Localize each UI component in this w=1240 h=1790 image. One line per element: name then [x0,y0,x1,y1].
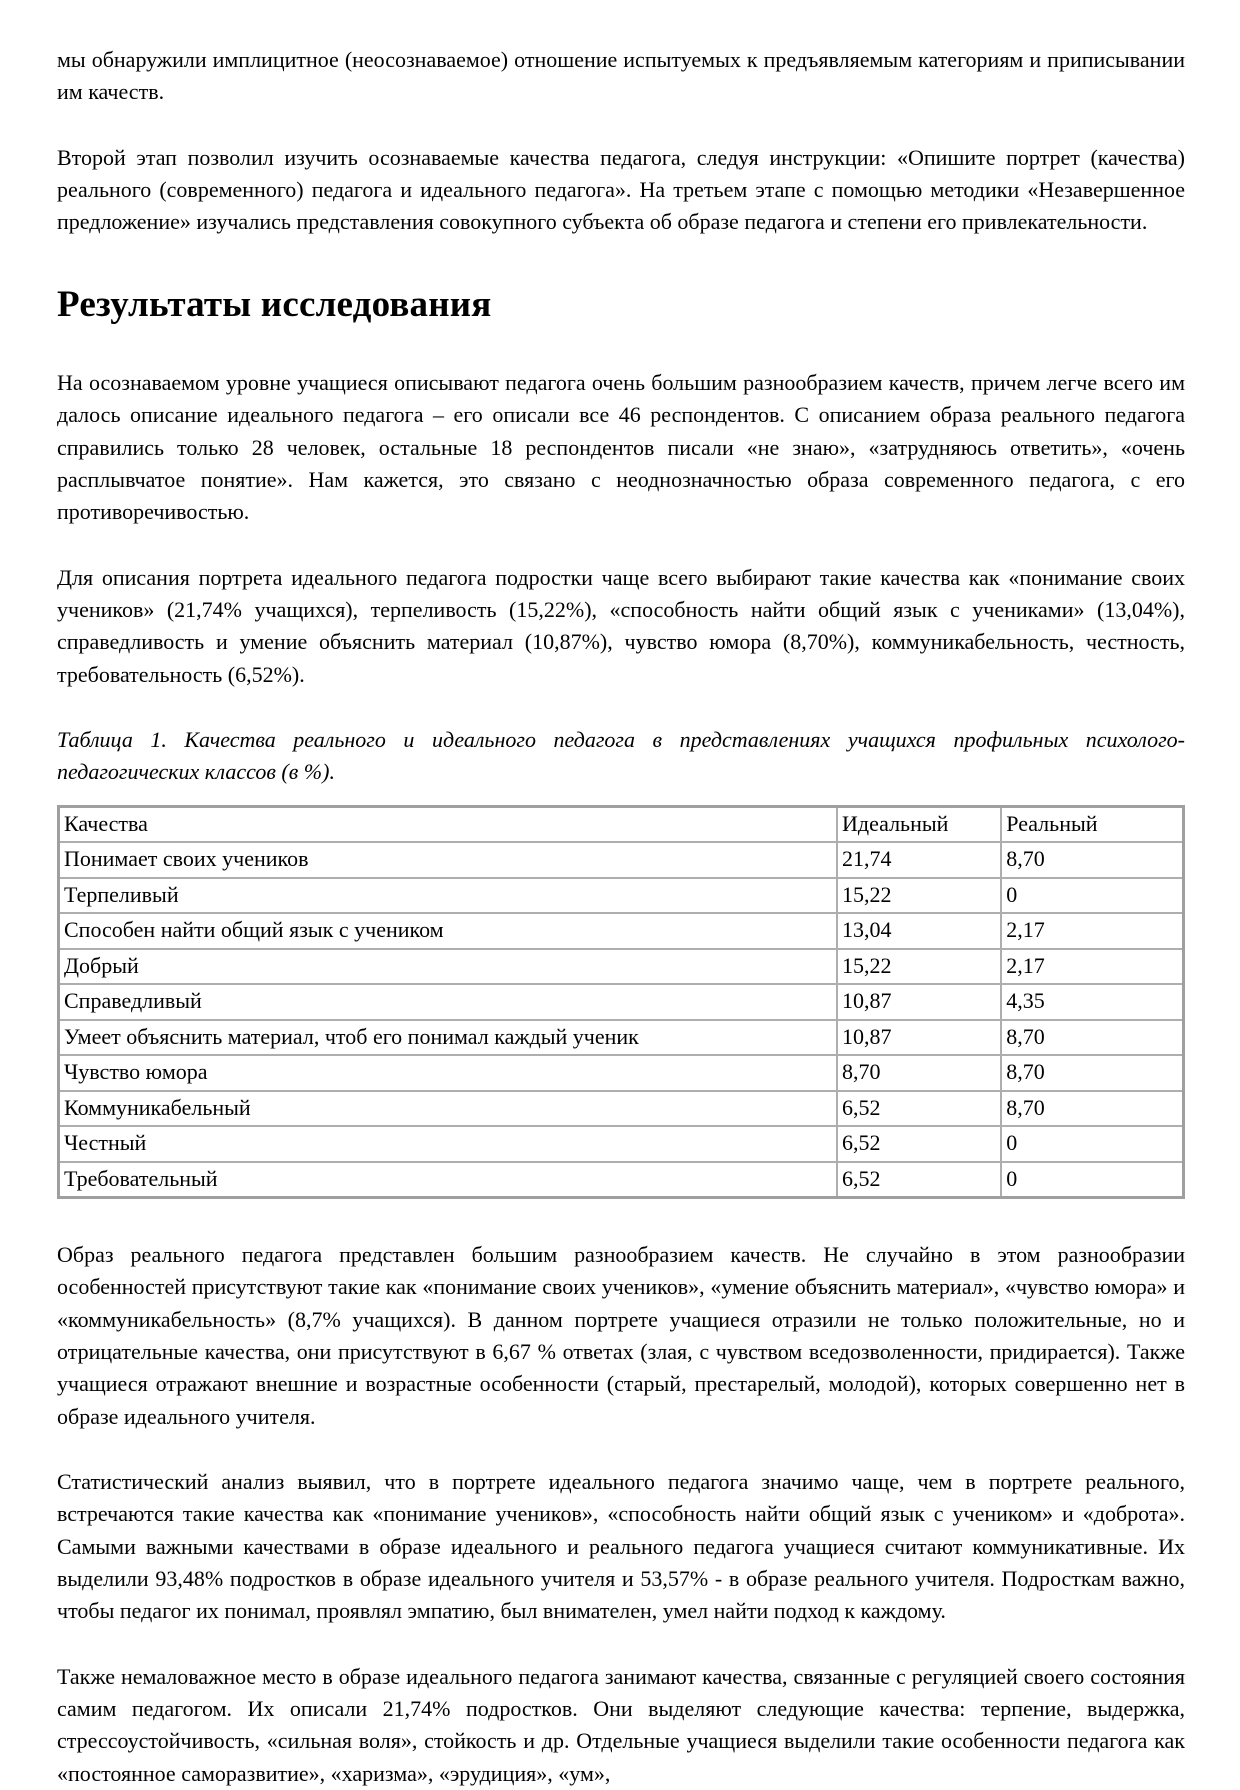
real-value-cell: 0 [1001,878,1183,914]
paragraph-closing-1: Образ реального педагога представлен большим разнообразием качеств. Не случайно в этом разнообразии особенностей присутствуют такие как «понимание своих учеников», «умение объяснить материал», «чувство юмора» и «коммуникабельность» (8,7% учащихся). В данном портрете учащиеся отразили не только положительные, но и отрицательные качества, они присутствуют в 6,67 % ответах (злая, с чувством вседозволенности, придирается). Также учащиеся отражают внешние и возрастные особенности (старый, престарелый, молодой), которых совершенно нет в образе идеального учителя. [57,1242,1185,1429]
column-header-real: Реальный [1001,806,1183,842]
ideal-value-cell: 6,52 [837,1126,1001,1162]
qualities-table [57,805,1185,1200]
paragraph-closing-2: Статистический анализ выявил, что в портрете идеального педагога значимо чаще, чем в портрете реального, встречаются такие качества как «понимание учеников», «способность найти общий язык с учеником» и «доброта». Самыми важными качествами в образе идеального и реального педагога учащиеся считают коммуникативные. Их выделили 93,48% подростков в образе идеального учителя и 53,57% - в образе реального учителя. Подросткам важно, чтобы педагог их понимал, проявлял эмпатию, был внимателен, умел найти подход к каждому. [57,1469,1185,1624]
table-header [59,806,1184,842]
real-value-cell: 0 [1001,1126,1183,1162]
quality-cell: Терпеливый [59,878,838,914]
quality-cell: Понимает своих учеников [59,842,838,878]
table-row [59,1162,1184,1198]
table-row [59,1020,1184,1056]
section-heading: Результаты исследования [57,283,492,325]
table-row [59,1055,1184,1091]
real-value-cell: 2,17 [1001,949,1183,985]
table-row [59,949,1184,985]
paragraph-intro-1: мы обнаружили имплицитное (неосознаваемое) отношение испытуемых к предъявляемым категориям и приписывании им качеств. [57,47,1185,105]
table-row [59,1126,1184,1162]
paragraph-closing-3: Также немаловажное место в образе идеального педагога занимают качества, связанные с регуляцией своего состояния самим педагогом. Их описали 21,74% подростков. Они выделяют следующие качества: терпение, выдержка, стрессоустойчивость, «сильная воля», стойкость и др. Отдельные учащиеся выделили такие особенности педагога как «постоянное саморазвитие», «харизма», «эрудиция», «ум», [57,1663,1185,1786]
ideal-value-cell: 10,87 [837,1020,1001,1056]
ideal-value-cell: 15,22 [837,878,1001,914]
ideal-value-cell: 10,87 [837,984,1001,1020]
ideal-value-cell: 6,52 [837,1091,1001,1127]
quality-cell: Коммуникабельный [59,1091,838,1127]
table-header-row [59,806,1184,842]
quality-cell: Справедливый [59,984,838,1020]
column-header-ideal: Идеальный [837,806,1001,842]
quality-cell: Способен найти общий язык с учеником [59,913,838,949]
quality-cell: Умеет объяснить материал, чтоб его понимал каждый ученик [59,1020,838,1056]
table-row [59,1091,1184,1127]
table-caption: Таблица 1. Качества реального и идеального педагога в представлениях учащихся профильных психолого-педагогических классов (в %). [57,726,1185,785]
real-value-cell: 8,70 [1001,842,1183,878]
paragraph-results-2: Для описания портрета идеального педагога подростки чаще всего выбирают такие качества как «понимание своих учеников» (21,74% учащихся), терпеливость (15,22%), «способность найти общий язык с учениками» (13,04%), справедливость и умение объяснить материал (10,87%), чувство юмора (8,70%), коммуникабельность, честность, требовательность (6,52%). [57,564,1185,687]
ideal-value-cell: 8,70 [837,1055,1001,1091]
real-value-cell: 4,35 [1001,984,1183,1020]
ideal-value-cell: 6,52 [837,1162,1001,1198]
table-row [59,878,1184,914]
real-value-cell: 8,70 [1001,1091,1183,1127]
ideal-value-cell: 21,74 [837,842,1001,878]
real-value-cell: 0 [1001,1162,1183,1198]
quality-cell: Требовательный [59,1162,838,1198]
ideal-value-cell: 15,22 [837,949,1001,985]
table-body [59,842,1184,1198]
ideal-value-cell: 13,04 [837,913,1001,949]
column-header-quality: Качества [59,806,838,842]
paragraph-results-1: На осознаваемом уровне учащиеся описывают педагога очень большим разнообразием качеств, причем легче всего им далось описание идеального педагога – его описали все 46 респондентов. С описанием образа реального педагога справились только 28 человек, остальные 18 респондентов писали «не знаю», «затрудняюсь ответить», «очень расплывчатое понятие». Нам кажется, это связано с неоднозначностью образа современного педагога, с его противоречивостью. [57,370,1185,525]
quality-cell: Добрый [59,949,838,985]
real-value-cell: 8,70 [1001,1055,1183,1091]
table-row [59,842,1184,878]
table-row [59,913,1184,949]
quality-cell: Честный [59,1126,838,1162]
table-row [59,984,1184,1020]
real-value-cell: 2,17 [1001,913,1183,949]
quality-cell: Чувство юмора [59,1055,838,1091]
paragraph-intro-2: Второй этап позволил изучить осознаваемые качества педагога, следуя инструкции: «Опишите портрет (качества) реального (современного) педагога и идеального педагога». На третьем этапе с помощью методики «Незавершенное предложение» изучались представления совокупного субъекта об образе педагога и степени его привлекательности. [57,144,1185,235]
real-value-cell: 8,70 [1001,1020,1183,1056]
